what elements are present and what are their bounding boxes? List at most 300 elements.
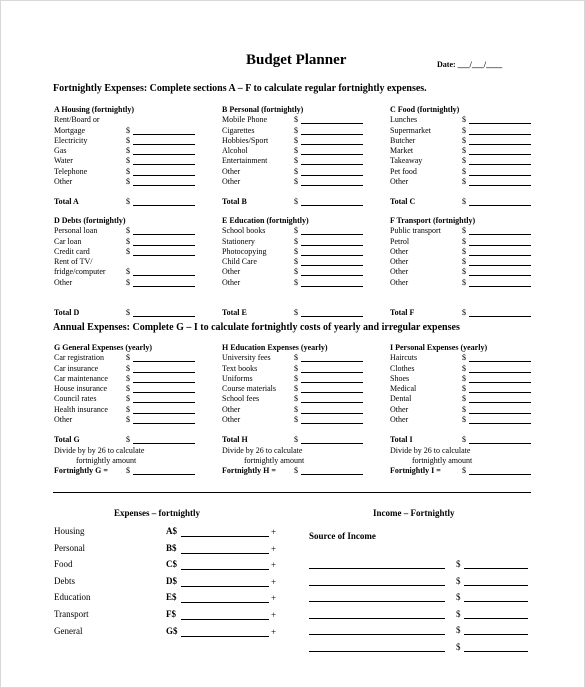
section-d-debts: [54, 216, 194, 319]
dollar-sign: $: [126, 166, 130, 176]
expense-label: Other: [390, 415, 409, 425]
amount-input[interactable]: [469, 154, 531, 155]
dollar-sign: $: [462, 466, 466, 476]
expense-label: Stationery: [222, 236, 255, 246]
amount-input[interactable]: [469, 175, 531, 176]
dollar-sign: $: [456, 608, 461, 619]
amount-input[interactable]: [301, 372, 363, 373]
annual-heading: Annual Expenses: Complete G – I to calculate fortnightly costs of yearly and irregular expenses: [53, 322, 460, 333]
income-amount-input[interactable]: [464, 585, 528, 586]
amount-input[interactable]: [301, 265, 363, 266]
expense-row: [390, 156, 530, 166]
expense-row: [390, 237, 530, 247]
amount-input[interactable]: [469, 185, 531, 186]
expense-row: [222, 136, 362, 146]
expense-row: [390, 115, 530, 125]
expense-label: Other: [222, 415, 241, 425]
expense-label: Other: [222, 267, 241, 277]
expense-label: Other: [390, 257, 409, 267]
summary-amount-input[interactable]: [181, 602, 269, 603]
section-h-education-yearly: [222, 343, 362, 477]
amount-input[interactable]: [301, 175, 363, 176]
divide-text: fortnightly amount: [412, 455, 473, 465]
expense-label: Photocopying: [222, 246, 267, 256]
expense-label: Electricity: [54, 135, 88, 145]
dollar-sign: $: [294, 156, 298, 166]
amount-input[interactable]: [469, 134, 531, 135]
amount-input[interactable]: [469, 361, 531, 362]
dollar-sign: $: [294, 353, 298, 363]
plus-sign: +: [271, 543, 277, 554]
expense-label: Pet food: [390, 166, 417, 176]
dollar-sign: $: [294, 363, 298, 373]
expense-label: Credit card: [54, 246, 90, 256]
dollar-sign: $: [126, 135, 130, 145]
amount-input[interactable]: [469, 382, 531, 383]
expense-row: [222, 267, 362, 277]
expense-row: [222, 156, 362, 166]
income-source-input[interactable]: [309, 568, 445, 569]
amount-input[interactable]: [133, 372, 195, 373]
expense-row: [390, 353, 530, 363]
expense-label: Cigarettes: [222, 125, 255, 135]
total-row: [222, 308, 362, 318]
dollar-sign: $: [126, 308, 130, 318]
expense-row: [54, 146, 194, 156]
total-row: [222, 435, 362, 445]
income-source-input[interactable]: [309, 585, 445, 586]
expense-label: Gas: [54, 146, 67, 156]
dollar-sign: $: [462, 257, 466, 267]
expense-row: [222, 226, 362, 236]
section-i-personal-yearly: [390, 343, 530, 477]
total-input[interactable]: [133, 443, 195, 444]
amount-input[interactable]: [133, 134, 195, 135]
total-input[interactable]: [469, 316, 531, 317]
expense-label: House insurance: [54, 384, 108, 394]
dollar-sign: $: [462, 177, 466, 187]
income-amount-input[interactable]: [464, 601, 528, 602]
income-amount-input[interactable]: [464, 618, 528, 619]
income-source-input[interactable]: [309, 651, 445, 652]
expense-row: [390, 226, 530, 236]
section-title: I Personal Expenses (yearly): [390, 343, 488, 352]
summary-code: B$: [166, 542, 177, 553]
expense-row: [390, 247, 530, 257]
amount-input[interactable]: [133, 185, 195, 186]
fortnightly-row: [54, 466, 194, 476]
expense-row: [54, 237, 194, 247]
section-title: E Education (fortnightly): [222, 216, 309, 225]
amount-input[interactable]: [469, 286, 531, 287]
amount-input[interactable]: [133, 286, 195, 287]
expense-label: Lunches: [390, 115, 418, 125]
amount-input[interactable]: [301, 185, 363, 186]
divide-instruction: [54, 446, 194, 456]
expense-label: Personal loan: [54, 226, 98, 236]
total-row: [54, 435, 194, 445]
expense-row: [222, 167, 362, 177]
amount-input[interactable]: [133, 234, 195, 235]
expense-label: Hobbies/Sport: [222, 135, 269, 145]
summary-category-label: Housing: [54, 526, 85, 536]
fortnightly-row: [390, 466, 530, 476]
summary-amount-input[interactable]: [181, 636, 269, 637]
fortnightly-row: [222, 466, 362, 476]
dollar-sign: $: [462, 197, 466, 207]
summary-amount-input[interactable]: [181, 586, 269, 587]
amount-input[interactable]: [469, 392, 531, 393]
dollar-sign: $: [126, 373, 130, 383]
total-label: Total H: [222, 435, 248, 445]
summary-amount-input[interactable]: [181, 619, 269, 620]
summary-code: D$: [166, 575, 177, 586]
amount-input[interactable]: [133, 382, 195, 383]
expense-row: [390, 136, 530, 146]
expense-label: Course materials: [222, 384, 276, 394]
divider-line: [53, 492, 531, 493]
total-input[interactable]: [133, 205, 195, 206]
divide-instruction: [390, 446, 530, 456]
expense-row: [222, 405, 362, 415]
expense-row: [54, 278, 194, 288]
amount-input[interactable]: [133, 423, 195, 424]
summary-code: A$: [166, 526, 177, 536]
amount-input[interactable]: [469, 402, 531, 403]
section-title: D Debts (fortnightly): [54, 216, 126, 225]
expense-label: Other: [222, 404, 241, 414]
dollar-sign: $: [126, 177, 130, 187]
dollar-sign: $: [456, 642, 461, 652]
expenses-summary-heading: Expenses – fortnightly: [114, 508, 201, 518]
expense-row: [54, 167, 194, 177]
section-title: A Housing (fortnightly): [54, 105, 135, 114]
amount-input[interactable]: [133, 164, 195, 165]
amount-input[interactable]: [301, 275, 363, 276]
expense-row: [390, 278, 530, 288]
section-e-education: [222, 216, 362, 319]
expense-row: [222, 115, 362, 125]
section-a-housing: [54, 105, 194, 208]
amount-input[interactable]: [301, 255, 363, 256]
total-input[interactable]: [301, 316, 363, 317]
dollar-sign: $: [126, 146, 130, 156]
expense-row: [222, 257, 362, 267]
expense-label: Text books: [222, 363, 258, 373]
amount-input[interactable]: [301, 402, 363, 403]
amount-input[interactable]: [469, 255, 531, 256]
dollar-sign: $: [462, 394, 466, 404]
dollar-sign: $: [456, 575, 461, 586]
expense-label: Petrol: [390, 236, 410, 246]
section-g-general-yearly: [54, 343, 194, 477]
expense-label: Medical: [390, 384, 417, 394]
dollar-sign: $: [294, 166, 298, 176]
amount-input[interactable]: [301, 286, 363, 287]
amount-input[interactable]: [301, 164, 363, 165]
expense-label: Entertainment: [222, 156, 268, 166]
expense-label: Other: [54, 177, 73, 187]
dollar-sign: $: [462, 308, 466, 318]
dollar-sign: $: [126, 197, 130, 207]
amount-input[interactable]: [469, 123, 531, 124]
expense-label: Takeaway: [390, 156, 423, 166]
amount-input[interactable]: [301, 144, 363, 145]
expense-label: Haircuts: [390, 353, 418, 363]
amount-input[interactable]: [301, 245, 363, 246]
amount-input[interactable]: [301, 154, 363, 155]
amount-input[interactable]: [133, 144, 195, 145]
total-input[interactable]: [469, 443, 531, 444]
expense-label: Public transport: [390, 226, 441, 236]
expense-label: Rent/Board or: [54, 115, 100, 125]
expense-row: [54, 394, 194, 404]
income-source-input[interactable]: [309, 601, 445, 602]
summary-amount-input[interactable]: [181, 553, 269, 554]
amount-input[interactable]: [133, 245, 195, 246]
expense-label: Water: [54, 156, 73, 166]
plus-sign: +: [271, 610, 277, 620]
section-title: G General Expenses (yearly): [54, 343, 152, 352]
summary-category-label: Education: [54, 592, 91, 603]
amount-input[interactable]: [301, 134, 363, 135]
total-row: [390, 308, 530, 318]
total-label: Total F: [390, 308, 415, 318]
summary-code: G$: [166, 625, 178, 636]
expense-label: Other: [54, 277, 73, 287]
spacer: [222, 288, 362, 308]
expense-row: [390, 146, 530, 156]
fortnightly-input[interactable]: [133, 474, 195, 475]
expense-label: Other: [390, 177, 409, 187]
dollar-sign: $: [462, 146, 466, 156]
amount-input[interactable]: [133, 275, 195, 276]
dollar-sign: $: [126, 236, 130, 246]
dollar-sign: $: [462, 156, 466, 166]
dollar-sign: $: [294, 435, 298, 445]
amount-input[interactable]: [133, 392, 195, 393]
expense-row: [222, 247, 362, 257]
section-title: F Transport (fortnightly): [390, 216, 476, 225]
divide-instruction: [390, 456, 530, 466]
dollar-sign: $: [462, 384, 466, 394]
income-amount-input[interactable]: [464, 634, 528, 635]
spacer: [390, 187, 530, 197]
amount-input[interactable]: [301, 413, 363, 414]
dollar-sign: $: [462, 115, 466, 125]
expense-row: [222, 364, 362, 374]
amount-input[interactable]: [469, 144, 531, 145]
dollar-sign: $: [294, 308, 298, 318]
amount-input[interactable]: [469, 372, 531, 373]
amount-input[interactable]: [133, 154, 195, 155]
total-label: Total I: [390, 435, 413, 445]
expense-row: [390, 394, 530, 404]
summary-category-label: Debts: [54, 575, 75, 586]
expense-row: [54, 257, 194, 267]
amount-input[interactable]: [469, 164, 531, 165]
amount-input[interactable]: [133, 361, 195, 362]
expense-label: Other: [222, 166, 241, 176]
amount-input[interactable]: [301, 382, 363, 383]
expense-label: School fees: [222, 394, 260, 404]
expense-label: Child Care: [222, 257, 257, 267]
plus-sign: +: [271, 527, 277, 537]
expense-label: Mortgage: [54, 125, 86, 135]
amount-input[interactable]: [133, 402, 195, 403]
amount-input[interactable]: [301, 234, 363, 235]
expense-row: [54, 226, 194, 236]
expense-row: [222, 394, 362, 404]
expense-row: [390, 364, 530, 374]
amount-input[interactable]: [301, 123, 363, 124]
section-title: C Food (fortnightly): [390, 105, 460, 114]
expense-label: Health insurance: [54, 404, 108, 414]
total-row: [390, 435, 530, 445]
amount-input[interactable]: [301, 392, 363, 393]
dollar-sign: $: [462, 435, 466, 445]
total-label: Total G: [54, 435, 80, 445]
expense-row: [54, 364, 194, 374]
fortnightly-input[interactable]: [469, 474, 531, 475]
dollar-sign: $: [294, 384, 298, 394]
expense-label: Council rates: [54, 394, 97, 404]
dollar-sign: $: [462, 135, 466, 145]
expense-row: [54, 415, 194, 425]
amount-input[interactable]: [133, 413, 195, 414]
expense-label: Mobile Phone: [222, 115, 268, 125]
expense-row: [54, 353, 194, 363]
section-c-food: [390, 105, 530, 208]
dollar-sign: $: [126, 226, 130, 236]
expense-row: [390, 177, 530, 187]
expense-label: Other: [390, 404, 409, 414]
section-title: B Personal (fortnightly): [222, 105, 304, 114]
spacer: [54, 288, 194, 308]
divide-text: Divide by 26 to calculate: [222, 445, 303, 455]
dollar-sign: $: [462, 404, 466, 414]
expense-row: [222, 177, 362, 187]
amount-input[interactable]: [469, 413, 531, 414]
expense-row: [54, 136, 194, 146]
dollar-sign: $: [126, 363, 130, 373]
dollar-sign: $: [294, 267, 298, 277]
expense-label: Butcher: [390, 135, 416, 145]
plus-sign: +: [271, 593, 277, 604]
amount-input[interactable]: [469, 234, 531, 235]
divide-text: Divide by 26 to calculate: [390, 445, 471, 455]
dollar-sign: $: [294, 404, 298, 414]
income-amount-input[interactable]: [464, 568, 528, 569]
spacer: [54, 425, 194, 435]
expense-row: [390, 257, 530, 267]
expense-label: Other: [390, 246, 409, 256]
amount-input[interactable]: [301, 361, 363, 362]
summary-amount-input[interactable]: [181, 569, 269, 570]
dollar-sign: $: [294, 394, 298, 404]
dollar-sign: $: [126, 267, 130, 277]
plus-sign: +: [271, 560, 277, 571]
income-source-input[interactable]: [309, 618, 445, 619]
amount-input[interactable]: [301, 423, 363, 424]
total-input[interactable]: [133, 316, 195, 317]
expense-row: [54, 247, 194, 257]
expense-label: Other: [54, 415, 73, 425]
dollar-sign: $: [462, 246, 466, 256]
dollar-sign: $: [456, 592, 461, 603]
amount-input[interactable]: [469, 275, 531, 276]
income-amount-input[interactable]: [464, 651, 528, 652]
dollar-sign: $: [126, 277, 130, 287]
dollar-sign: $: [462, 267, 466, 277]
dollar-sign: $: [294, 466, 298, 476]
dollar-sign: $: [126, 435, 130, 445]
amount-input[interactable]: [133, 175, 195, 176]
dollar-sign: $: [456, 559, 461, 569]
expense-row: [390, 374, 530, 384]
amount-input[interactable]: [469, 245, 531, 246]
expense-row: [222, 237, 362, 247]
income-source-input[interactable]: [309, 634, 445, 635]
expense-label: Uniforms: [222, 373, 253, 383]
dollar-sign: $: [462, 363, 466, 373]
expense-label: Shoes: [390, 373, 410, 383]
expense-label: Car maintenance: [54, 373, 108, 383]
section-b-personal: [222, 105, 362, 208]
dollar-sign: $: [294, 115, 298, 125]
total-input[interactable]: [469, 205, 531, 206]
fortnightly-label: Fortnightly I =: [390, 466, 441, 476]
dollar-sign: $: [126, 404, 130, 414]
dollar-sign: $: [294, 177, 298, 187]
dollar-sign: $: [294, 246, 298, 256]
expense-row: [222, 353, 362, 363]
summary-code: E$: [166, 592, 177, 603]
spacer: [390, 288, 530, 308]
dollar-sign: $: [462, 373, 466, 383]
expense-label: Car loan: [54, 236, 82, 246]
expense-row: [222, 374, 362, 384]
dollar-sign: $: [126, 125, 130, 135]
expense-row: [222, 126, 362, 136]
amount-input[interactable]: [469, 265, 531, 266]
expense-row: [390, 405, 530, 415]
total-input[interactable]: [301, 205, 363, 206]
summary-category-label: Transport: [54, 609, 89, 619]
expense-row: [390, 126, 530, 136]
expense-label: Telephone: [54, 166, 88, 176]
expense-label: Car registration: [54, 353, 104, 363]
expense-label: Rent of TV/: [54, 257, 93, 267]
fortnightly-input[interactable]: [301, 474, 363, 475]
total-input[interactable]: [301, 443, 363, 444]
plus-sign: +: [271, 626, 277, 637]
date-field[interactable]: Date: ___/___/____: [437, 60, 503, 69]
dollar-sign: $: [294, 125, 298, 135]
summary-amount-input[interactable]: [181, 536, 269, 537]
expense-row: [54, 115, 194, 125]
expense-row: [54, 177, 194, 187]
amount-input[interactable]: [469, 423, 531, 424]
divide-instruction: [222, 456, 362, 466]
expense-row: [222, 278, 362, 288]
total-label: Total E: [222, 308, 247, 318]
divide-text: fortnightly amount: [76, 455, 137, 465]
dollar-sign: $: [126, 384, 130, 394]
spacer: [222, 425, 362, 435]
dollar-sign: $: [126, 156, 130, 166]
amount-input[interactable]: [133, 255, 195, 256]
